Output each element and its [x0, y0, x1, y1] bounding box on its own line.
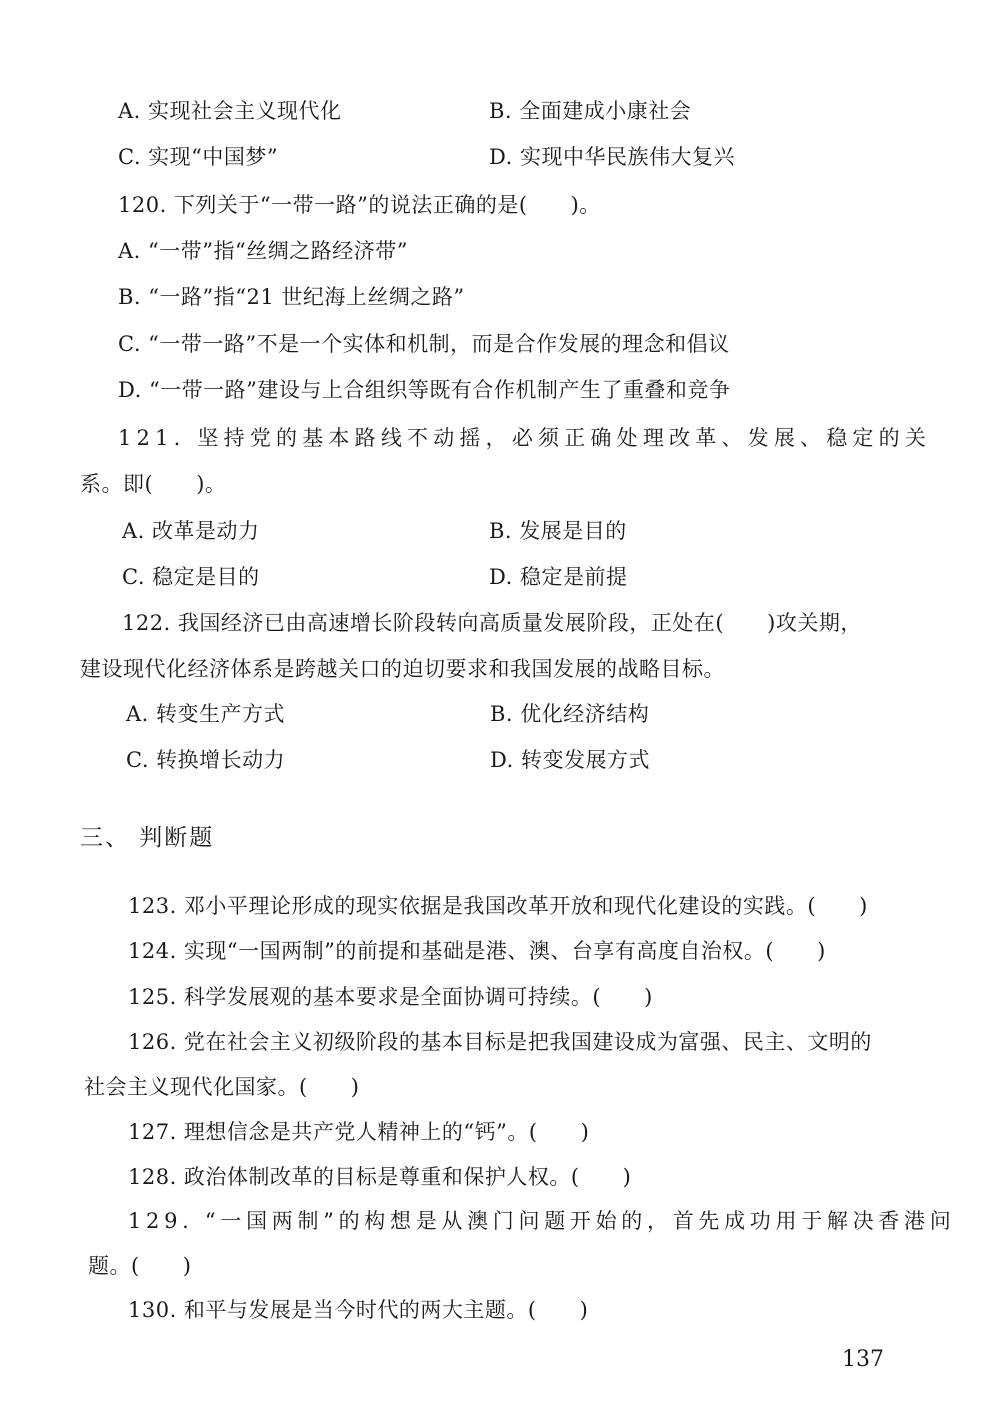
question-129-line1: 129. “一国两制”的构想是从澳门问题开始的，首先成功用于解决香港问	[128, 1209, 956, 1233]
question-121-option-c: C. 稳定是目的	[122, 565, 260, 589]
question-124: 124. 实现“一国两制”的前提和基础是港、澳、台享有高度自治权。( )	[128, 939, 826, 963]
question-125: 125. 科学发展观的基本要求是全面协调可持续。( )	[128, 985, 653, 1009]
question-122-option-c: C. 转换增长动力	[126, 748, 286, 772]
prev-option-d: D. 实现中华民族伟大复兴	[489, 145, 735, 169]
question-120-stem: 120. 下列关于“一带一路”的说法正确的是( )。	[118, 193, 601, 217]
question-130: 130. 和平与发展是当今时代的两大主题。( )	[128, 1298, 589, 1322]
page-number: 137	[842, 1347, 884, 1372]
question-127: 127. 理想信念是共产党人精神上的“钙”。( )	[128, 1120, 590, 1144]
question-120-option-c: C. “一带一路”不是一个实体和机制，而是合作发展的理念和倡议	[118, 332, 730, 356]
question-121-stem-line2: 系。即( )。	[80, 472, 227, 496]
question-122-option-d: D. 转变发展方式	[490, 748, 650, 772]
question-121-option-a: A. 改革是动力	[122, 519, 260, 543]
question-122-stem-line2: 建设现代化经济体系是跨越关口的迫切要求和我国发展的战略目标。	[80, 657, 725, 681]
question-121-option-d: D. 稳定是前提	[489, 565, 628, 589]
prev-option-c: C. 实现“中国梦”	[118, 145, 279, 169]
prev-option-b: B. 全面建成小康社会	[489, 99, 692, 123]
question-122-option-b: B. 优化经济结构	[490, 702, 650, 726]
question-120-option-a: A. “一带”指“丝绸之路经济带”	[118, 239, 408, 263]
question-121-option-b: B. 发展是目的	[489, 519, 627, 543]
question-120-option-d: D. “一带一路”建设与上合组织等既有合作机制产生了重叠和竞争	[118, 378, 731, 402]
section-heading: 三、 判断题	[80, 825, 215, 851]
question-126-line2: 社会主义现代化国家。( )	[84, 1075, 360, 1099]
question-128: 128. 政治体制改革的目标是尊重和保护人权。( )	[128, 1165, 632, 1189]
question-122-option-a: A. 转变生产方式	[126, 702, 286, 726]
prev-option-a: A. 实现社会主义现代化	[118, 99, 342, 123]
question-122-stem-line1: 122. 我国经济已由高速增长阶段转向高质量发展阶段，正处在( )攻关期，	[122, 611, 862, 635]
question-121-stem-line1: 121. 坚持党的基本路线不动摇，必须正确处理改革、发展、稳定的关	[118, 426, 932, 450]
question-126-line1: 126. 党在社会主义初级阶段的基本目标是把我国建设成为富强、民主、文明的	[128, 1030, 872, 1054]
question-129-line2: 题。( )	[88, 1254, 192, 1278]
question-120-option-b: B. “一路”指“21 世纪海上丝绸之路”	[118, 285, 465, 309]
question-123: 123. 邓小平理论形成的现实依据是我国改革开放和现代化建设的实践。( )	[128, 894, 868, 918]
